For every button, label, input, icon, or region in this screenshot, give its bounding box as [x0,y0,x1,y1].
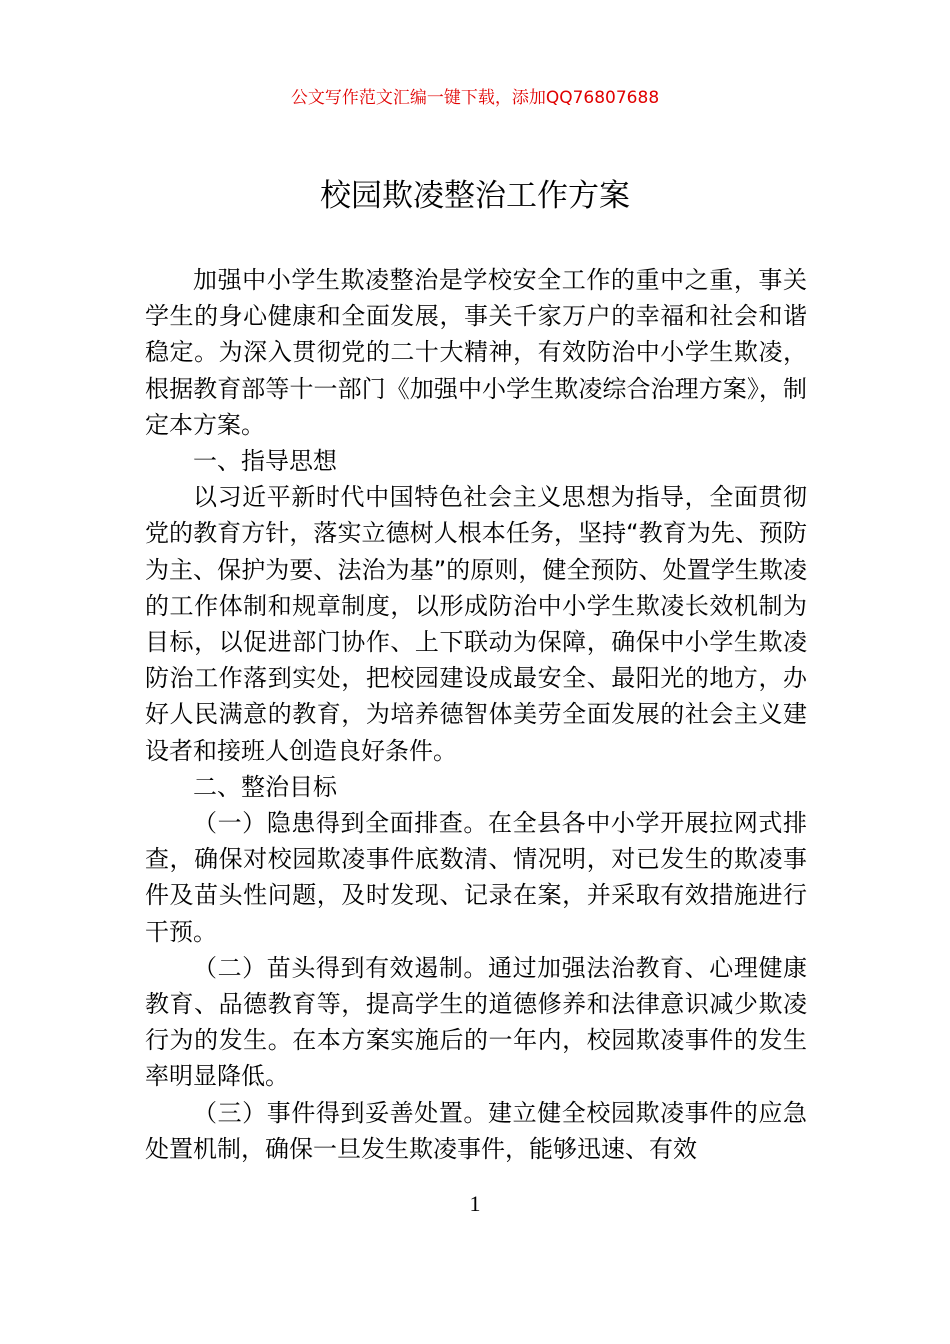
goal-item-2: （二）苗头得到有效遏制。通过加强法治教育、心理健康教育、品德教育等，提高学生的道德修养和法律意识减少欺凌行为的发生。在本方案实施后的一年内，校园欺凌事件的发生率明显降低。 [145,953,807,1091]
document-title: 校园欺凌整治工作方案 [320,178,630,214]
document-body [145,262,807,1167]
goal-item-1: （一）隐患得到全面排查。在全县各中小学开展拉网式排查，确保对校园欺凌事件底数清、情况明，对已发生的欺凌事件及苗头性问题，及时发现、记录在案，并采取有效措施进行干预。 [145,809,807,946]
guiding-ideology-paragraph: 以习近平新时代中国特色社会主义思想为指导，全面贯彻党的教育方针，落实立德树人根本任务，坚持“教育为先、预防为主、保护为要、法治为基”的原则，健全预防、处置学生欺凌的工作体制和规章制度，以形成防治中小学生欺凌长效机制为目标，以促进部门协作、上下联动为保障，确保中小学生欺凌防治工作落到实处，把校园建设成最安全、最阳光的地方，办好人民满意的教育，为培养德智体美劳全面发展的社会主义建设者和接班人创造良好条件。 [145,483,807,765]
intro-paragraph: 加强中小学生欺凌整治是学校安全工作的重中之重，事关学生的身心健康和全面发展，事关千家万户的幸福和社会和谐稳定。为深入贯彻党的二十大精神，有效防治中小学生欺凌，根据教育部等十一部门《加强中小学生欺凌综合治理方案》，制定本方案。 [145,266,807,439]
page-number: 1 [469,1191,481,1216]
goal-item-3: （三）事件得到妥善处置。建立健全校园欺凌事件的应急处置机制，确保一旦发生欺凌事件，能够迅速、有效 [145,1098,807,1163]
section-heading-goals: 二、整治目标 [193,772,337,801]
download-notice: 公文写作范文汇编一键下载，添加QQ76807688 [290,88,660,108]
section-heading-guiding-ideology: 一、指导思想 [193,447,337,476]
